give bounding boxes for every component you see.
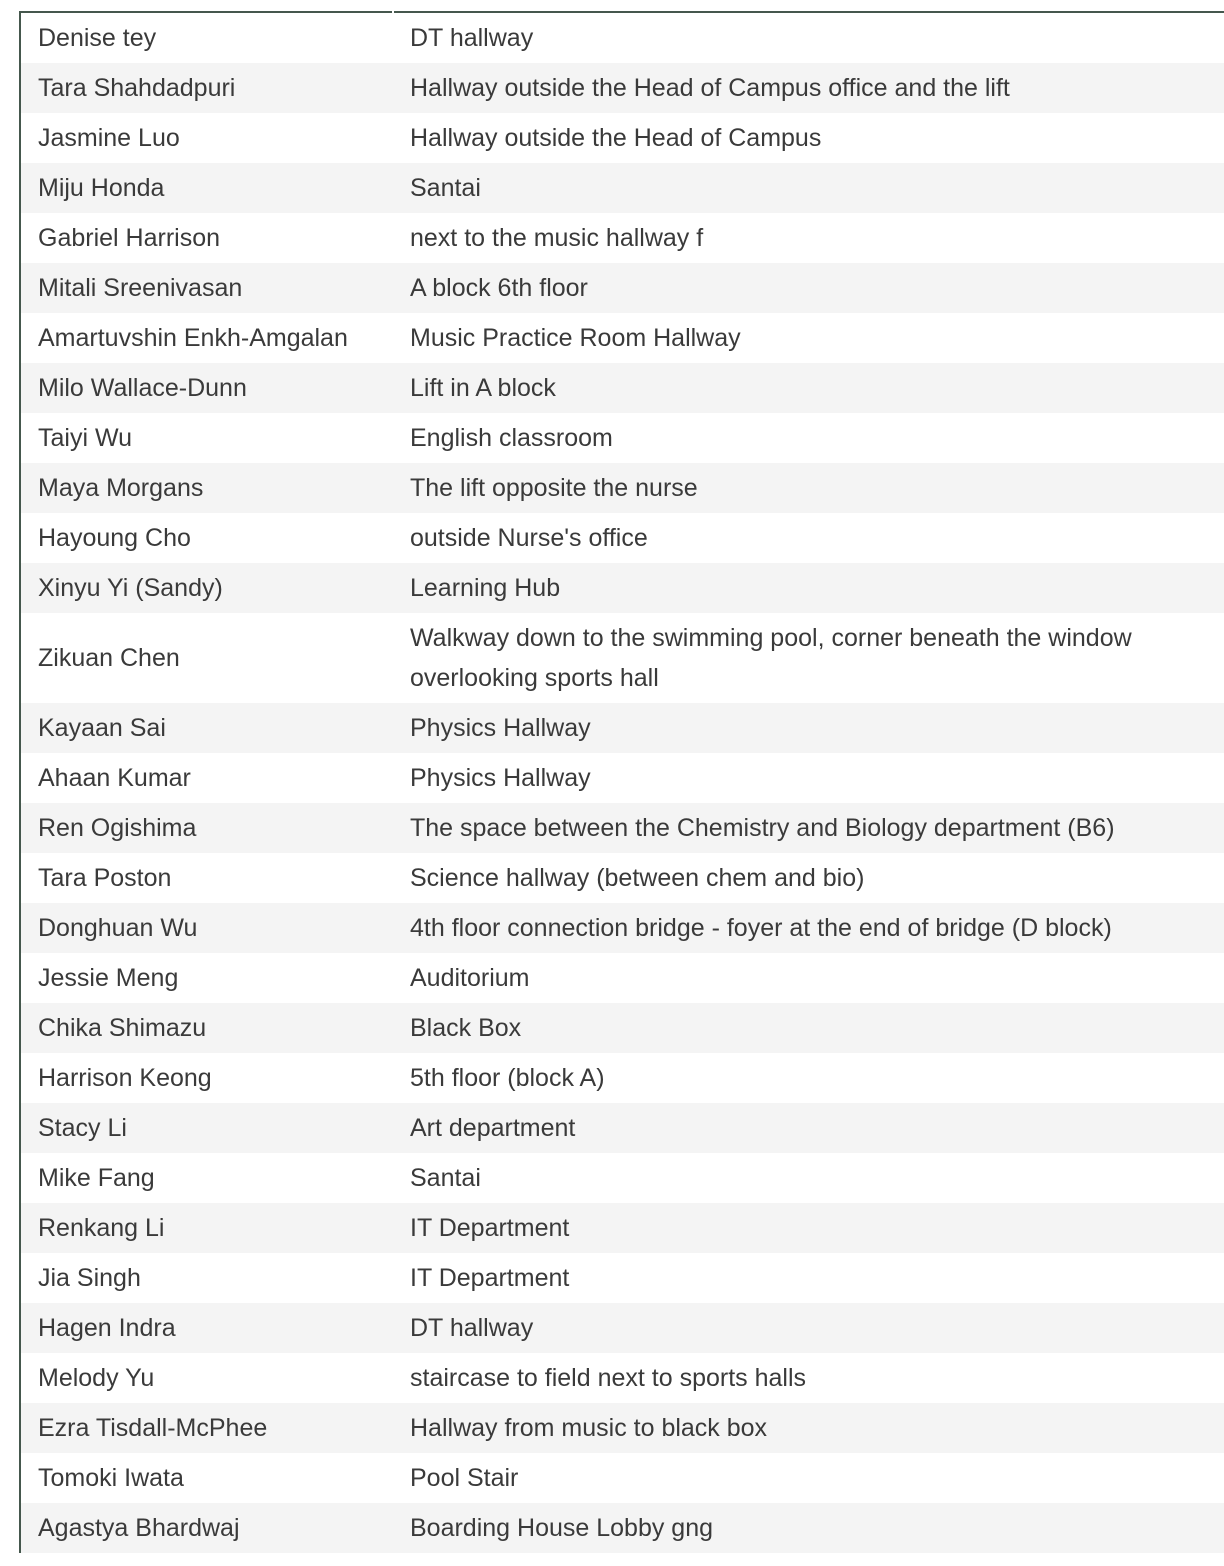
name-cell: Taiyi Wu [38, 424, 133, 452]
table-row [21, 1053, 1224, 1103]
location-cell: 5th floor (block A) [410, 1064, 605, 1092]
table-row [21, 1153, 1224, 1203]
location-cell: Lift in A block [410, 374, 556, 402]
name-cell: Tomoki Iwata [38, 1464, 184, 1492]
location-cell: Hallway from music to black box [410, 1414, 768, 1442]
name-cell: Chika Shimazu [38, 1014, 207, 1042]
location-cell: Science hallway (between chem and bio) [410, 864, 865, 892]
table-row [21, 703, 1224, 753]
table-row [21, 853, 1224, 903]
location-cell: Pool Stair [410, 1464, 519, 1492]
table-row [21, 1303, 1224, 1353]
name-cell: Mitali Sreenivasan [38, 274, 243, 302]
table-row [21, 1453, 1224, 1503]
location-cell: Learning Hub [410, 574, 561, 602]
table-row [21, 313, 1224, 363]
location-cell: Music Practice Room Hallway [410, 324, 741, 352]
table-body [21, 13, 1224, 1553]
location-cell: Hallway outside the Head of Campus office and the lift [410, 74, 1010, 102]
location-cell: Physics Hallway [410, 714, 591, 742]
name-cell: Ahaan Kumar [38, 764, 191, 792]
location-cell: staircase to field next to sports halls [410, 1364, 807, 1392]
name-cell: Hagen Indra [38, 1314, 176, 1342]
name-cell: Mike Fang [38, 1164, 155, 1192]
location-cell: outside Nurse's office [410, 524, 648, 552]
name-cell: Miju Honda [38, 174, 165, 202]
name-cell: Amartuvshin Enkh-Amgalan [38, 324, 348, 352]
location-cell: Santai [410, 1164, 481, 1192]
name-cell: Kayaan Sai [38, 714, 166, 742]
location-cell: The space between the Chemistry and Biology department (B6) [410, 814, 1115, 842]
table-row [21, 563, 1224, 613]
table-row [21, 263, 1224, 313]
name-cell: Tara Poston [38, 864, 172, 892]
location-cell: Walkway down to the swimming pool, corner beneath the window overlooking sports hall [410, 624, 1132, 692]
table-row [21, 1003, 1224, 1053]
location-cell: Auditorium [410, 964, 530, 992]
name-cell: Ezra Tisdall-McPhee [38, 1414, 268, 1442]
table-row [21, 1253, 1224, 1303]
table-row [21, 1503, 1224, 1553]
table-row [21, 463, 1224, 513]
table-row [21, 1403, 1224, 1453]
name-cell: Zikuan Chen [38, 644, 180, 672]
table-row [21, 1203, 1224, 1253]
location-cell: Boarding House Lobby gng [410, 1514, 714, 1542]
table-row [21, 1103, 1224, 1153]
table-row [21, 163, 1224, 213]
name-cell: Maya Morgans [38, 474, 204, 502]
name-cell: Ren Ogishima [38, 814, 197, 842]
table-row [21, 803, 1224, 853]
name-cell: Stacy Li [38, 1114, 127, 1142]
name-cell: Jasmine Luo [38, 124, 180, 152]
name-cell: Jia Singh [38, 1264, 141, 1292]
name-cell: Tara Shahdadpuri [38, 74, 236, 102]
name-cell: Gabriel Harrison [38, 224, 221, 252]
table-row [21, 63, 1224, 113]
location-cell: English classroom [410, 424, 613, 452]
table-row [21, 363, 1224, 413]
name-cell: Melody Yu [38, 1364, 155, 1392]
location-cell: The lift opposite the nurse [410, 474, 698, 502]
location-cell: DT hallway [410, 1314, 534, 1342]
name-cell: Hayoung Cho [38, 524, 191, 552]
location-cell: IT Department [410, 1214, 570, 1242]
table-row [21, 903, 1224, 953]
table-row [21, 213, 1224, 263]
table-row [21, 753, 1224, 803]
name-cell: Milo Wallace-Dunn [38, 374, 247, 402]
table-row [21, 513, 1224, 563]
location-cell: DT hallway [410, 24, 534, 52]
locations-table-container [19, 11, 1224, 1553]
name-cell: Donghuan Wu [38, 914, 198, 942]
location-cell: A block 6th floor [410, 274, 588, 302]
name-cell: Harrison Keong [38, 1064, 212, 1092]
table-row [21, 1353, 1224, 1403]
name-cell: Jessie Meng [38, 964, 179, 992]
name-cell: Agastya Bhardwaj [38, 1514, 240, 1542]
name-cell: Xinyu Yi (Sandy) [38, 574, 223, 602]
location-cell: next to the music hallway f [410, 224, 704, 252]
location-cell: Art department [410, 1114, 576, 1142]
location-cell: 4th floor connection bridge - foyer at the end of bridge (D block) [410, 914, 1112, 942]
table-row [21, 613, 1224, 703]
location-cell: Hallway outside the Head of Campus [410, 124, 822, 152]
table-row [21, 13, 1224, 63]
table-row [21, 113, 1224, 163]
location-cell: Physics Hallway [410, 764, 591, 792]
name-cell: Denise tey [38, 24, 157, 52]
header-divider-gap [392, 10, 394, 14]
name-cell: Renkang Li [38, 1214, 165, 1242]
locations-table [21, 13, 1224, 1553]
table-row [21, 413, 1224, 463]
location-cell: Santai [410, 174, 481, 202]
table-row [21, 953, 1224, 1003]
location-cell: Black Box [410, 1014, 522, 1042]
location-cell: IT Department [410, 1264, 570, 1292]
